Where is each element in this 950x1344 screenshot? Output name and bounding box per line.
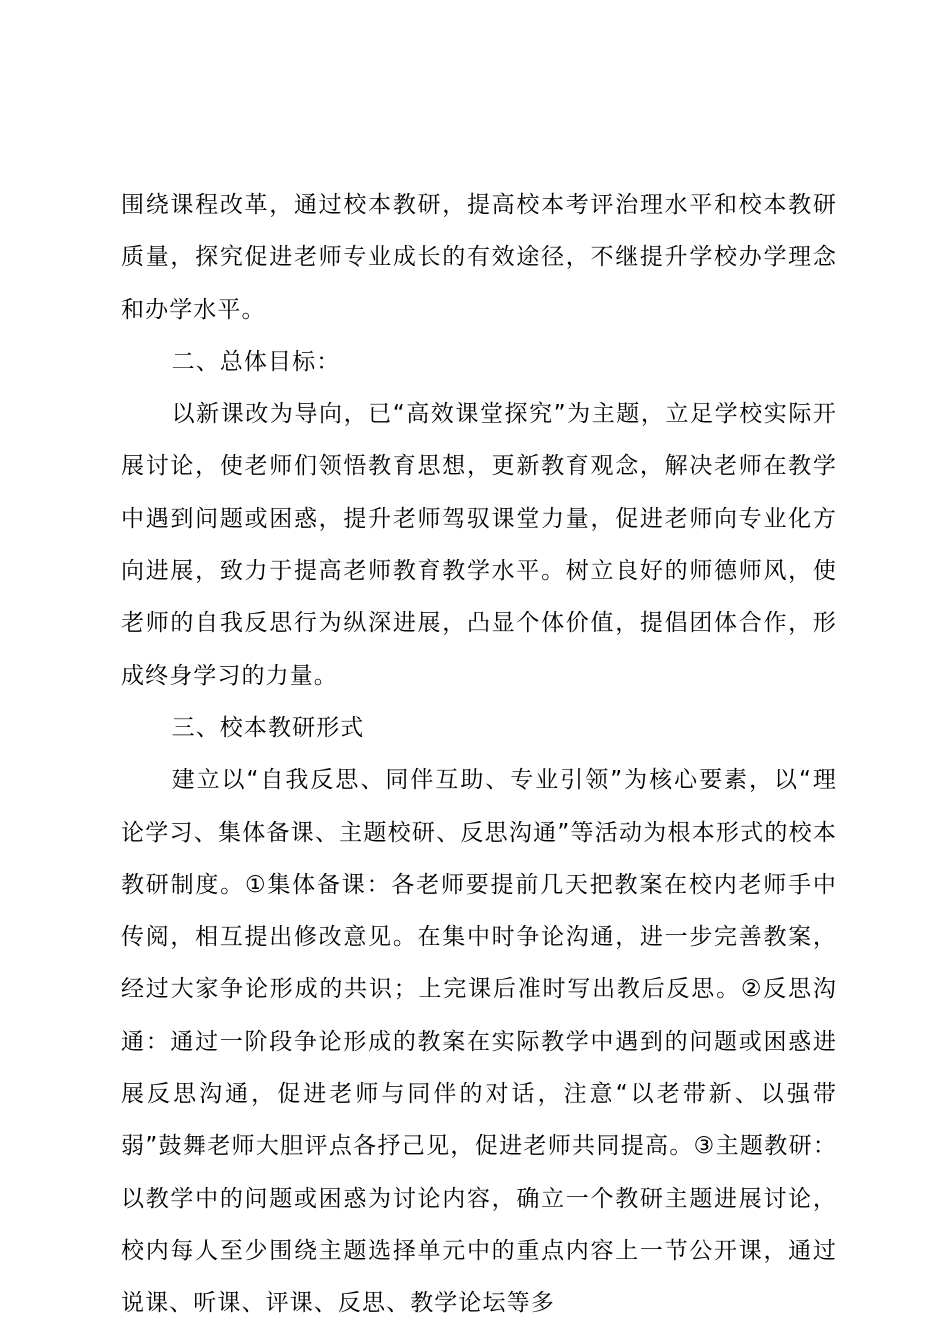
- paragraph-research-forms: 建立以“自我反思、同伴互助、专业引领”为核心要素，以“理论学习、集体备课、主题校研、反思沟通”等活动为根本形式的校本教研制度。①集体备课：各老师要提前几天把教案在校内老师手中传阅，相互提出修改意见。在集中时争论沟通，进一步完善教案，经过大家争论形成的共识；上完课后准时写出教后反思。②反思沟通：通过一阶段争论形成的教案在实际教学中遇到的问题或困惑进展反思沟通，促进老师与同伴的对话，注意“以老带新、以强带弱”鼓舞老师大胆评点各抒己见，促进老师共同提高。③主题教研：以教学中的问题或困惑为讨论内容，确立一个教研主题进展讨论，校内每人至少围绕主题选择单元中的重点内容上一节公开课，通过说课、听课、评课、反思、教学论坛等多: [121, 767, 837, 1317]
- paragraph-goals: 以新课改为导向，已“高效课堂探究”为主题，立足学校实际开展讨论，使老师们领悟教育思想，更新教育观念，解决老师在教学中遇到问题或困惑，提升老师驾驭课堂力量，促进老师向专业化方向进展，致力于提高老师教育教学水平。树立良好的师德师风，使老师的自我反思行为纵深进展，凸显个体价值，提倡团体合作，形成终身学习的力量。: [121, 401, 837, 689]
- paragraph-intro: 围绕课程改革，通过校本教研，提高校本考评治理水平和校本教研质量，探究促进老师专业成长的有效途径，不继提升学校办学理念和办学水平。: [121, 192, 837, 323]
- heading-research-forms: 三、校本教研形式: [171, 714, 365, 741]
- body-text: [121, 179, 837, 1330]
- heading-overall-goals: 二、总体目标：: [171, 348, 341, 375]
